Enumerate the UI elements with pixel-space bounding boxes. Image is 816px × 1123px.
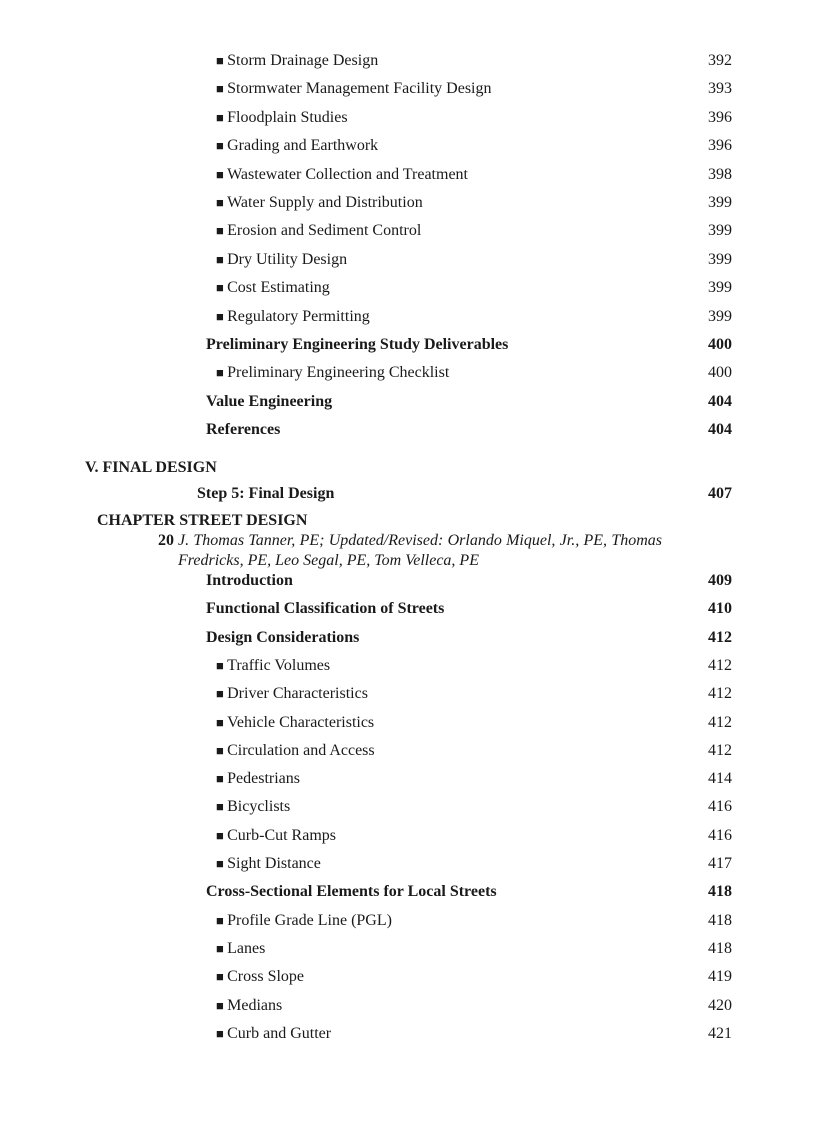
toc-entry-page: 412 — [708, 713, 732, 731]
toc-entry-title: ■ Pedestrians — [216, 769, 300, 789]
toc-bullet-entry[interactable] — [0, 939, 816, 967]
toc-bullet-entry[interactable] — [0, 797, 816, 825]
toc-section-heading[interactable] — [0, 571, 816, 599]
toc-bullet-entry[interactable] — [0, 278, 816, 306]
toc-entry-page: 412 — [708, 656, 732, 674]
toc-entry-title: ■ Preliminary Engineering Checklist — [216, 363, 449, 383]
toc-bullet-entry[interactable] — [0, 165, 816, 193]
toc-entry-page: 392 — [708, 52, 732, 69]
toc-section-heading[interactable] — [0, 599, 816, 627]
toc-bullet-entry[interactable] — [0, 1024, 816, 1052]
toc-bullet-entry[interactable] — [0, 51, 816, 79]
toc-entry-page: 393 — [708, 80, 732, 98]
toc-entry-title: ■ Cost Estimating — [216, 278, 330, 298]
toc-entry-step[interactable] — [0, 484, 816, 512]
toc-section-heading[interactable] — [0, 420, 816, 448]
toc-entry-title: ■ Vehicle Characteristics — [216, 713, 374, 733]
toc-entry-title: ■ Curb and Gutter — [216, 1024, 331, 1044]
toc-entry-page: 398 — [708, 165, 732, 183]
toc-entry-title: Value Engineering — [206, 392, 333, 410]
toc-bullet-entry[interactable] — [0, 363, 816, 391]
toc-entry-title: ■ Grading and Earthwork — [216, 136, 378, 156]
toc-entry-page: 400 — [708, 364, 732, 382]
toc-bullet-entry[interactable] — [0, 79, 816, 107]
toc-entry-title: Step 5: Final Design — [197, 485, 335, 502]
toc-entry-page: 420 — [708, 996, 732, 1014]
toc-entry-title: ■ Stormwater Management Facility Design — [216, 79, 492, 99]
toc-entry-title: References — [206, 421, 281, 439]
toc-entry-title: Cross-Sectional Elements for Local Streets — [206, 883, 497, 901]
toc-entry-title: ■ Profile Grade Line (PGL) — [216, 911, 392, 931]
toc-entry-page: 409 — [708, 572, 732, 589]
toc-entry-title: Preliminary Engineering Study Deliverables — [206, 336, 509, 353]
toc-entry-title: ■ Wastewater Collection and Treatment — [216, 165, 468, 185]
toc-entry-page: 412 — [708, 685, 732, 703]
toc-entry-page: 399 — [708, 279, 732, 297]
toc-bullet-entry[interactable] — [0, 713, 816, 741]
toc-bullet-entry[interactable] — [0, 684, 816, 712]
toc-entry-page: 399 — [708, 194, 732, 211]
toc-entry-title: ■ Driver Characteristics — [216, 684, 368, 704]
toc-entry-page: 396 — [708, 108, 732, 126]
toc-bullet-entry[interactable] — [0, 656, 816, 684]
toc-entry-page: 416 — [708, 798, 732, 816]
toc-bullet-entry[interactable] — [0, 136, 816, 164]
toc-entry-page: 419 — [708, 968, 732, 986]
toc-entry-title: ■ Circulation and Access — [216, 741, 375, 761]
toc-entry-page: 412 — [708, 628, 732, 646]
toc-entry-title: ■ Traffic Volumes — [216, 656, 330, 676]
toc-bullet-entry[interactable] — [0, 996, 816, 1024]
toc-entry-title: ■ Curb-Cut Ramps — [216, 826, 336, 846]
toc-entry-page: 417 — [708, 855, 732, 872]
toc-bullet-entry[interactable] — [0, 741, 816, 769]
chapter-authors: J. Thomas Tanner, PE; Updated/Revised: Orlando Miquel, Jr., PE, Thomas Fredricks, PE, Leo Segal, PE, Tom Velleca, PE — [178, 532, 662, 569]
toc-entry-page: 399 — [708, 307, 732, 325]
toc-entry-page: 407 — [708, 485, 732, 502]
toc-entry-page: 404 — [708, 421, 732, 439]
toc-entry-title: ■ Water Supply and Distribution — [216, 193, 423, 213]
toc-entry-title: Design Considerations — [206, 628, 360, 646]
toc-entry-page: 418 — [708, 911, 732, 929]
toc-section-heading[interactable] — [0, 628, 816, 656]
toc-bullet-entry[interactable] — [0, 967, 816, 995]
toc-entry-page: 404 — [708, 392, 732, 410]
toc-entry-page: 418 — [708, 883, 732, 901]
toc-entry-title: Functional Classification of Streets — [206, 600, 445, 618]
toc-section-heading[interactable] — [0, 335, 816, 363]
toc-entry-title: ■ Dry Utility Design — [216, 250, 347, 270]
toc-bullet-entry[interactable] — [0, 193, 816, 221]
chapter-title: CHAPTER STREET DESIGN — [97, 512, 308, 529]
toc-entry-page: 418 — [708, 939, 732, 957]
toc-bullet-entry[interactable] — [0, 769, 816, 797]
toc-entry-title: ■ Medians — [216, 996, 282, 1016]
toc-entry-title: Introduction — [206, 572, 293, 589]
part-heading: V. FINAL DESIGN — [85, 459, 217, 476]
toc-entry-title: ■ Erosion and Sediment Control — [216, 221, 421, 241]
toc-section-heading[interactable] — [0, 882, 816, 910]
chapter-number: 20 — [158, 532, 174, 549]
toc-entry-title: ■ Regulatory Permitting — [216, 307, 370, 327]
toc-bullet-entry[interactable] — [0, 826, 816, 854]
toc-entry-page: 399 — [708, 250, 732, 268]
toc-entry-page: 399 — [708, 222, 732, 240]
toc-entry-title: ■ Lanes — [216, 939, 265, 959]
toc-entry-page: 412 — [708, 741, 732, 759]
toc-entry-page: 421 — [708, 1024, 732, 1042]
toc-entry-page: 400 — [708, 336, 732, 353]
toc-bullet-entry[interactable] — [0, 221, 816, 249]
toc-entry-title: ■ Storm Drainage Design — [216, 51, 378, 71]
toc-bullet-entry[interactable] — [0, 854, 816, 882]
toc-bullet-entry[interactable] — [0, 108, 816, 136]
toc-entry-page: 410 — [708, 600, 732, 618]
toc-entry-title: ■ Sight Distance — [216, 854, 321, 874]
toc-entry-title: ■ Cross Slope — [216, 967, 304, 987]
toc-bullet-entry[interactable] — [0, 307, 816, 335]
toc-entry-page: 396 — [708, 137, 732, 155]
toc-entry-title: ■ Bicyclists — [216, 797, 290, 817]
toc-entry-page: 416 — [708, 826, 732, 844]
toc-entry-page: 414 — [708, 770, 732, 788]
toc-section-heading[interactable] — [0, 392, 816, 420]
toc-entry-title: ■ Floodplain Studies — [216, 108, 348, 128]
toc-bullet-entry[interactable] — [0, 911, 816, 939]
toc-bullet-entry[interactable] — [0, 250, 816, 278]
